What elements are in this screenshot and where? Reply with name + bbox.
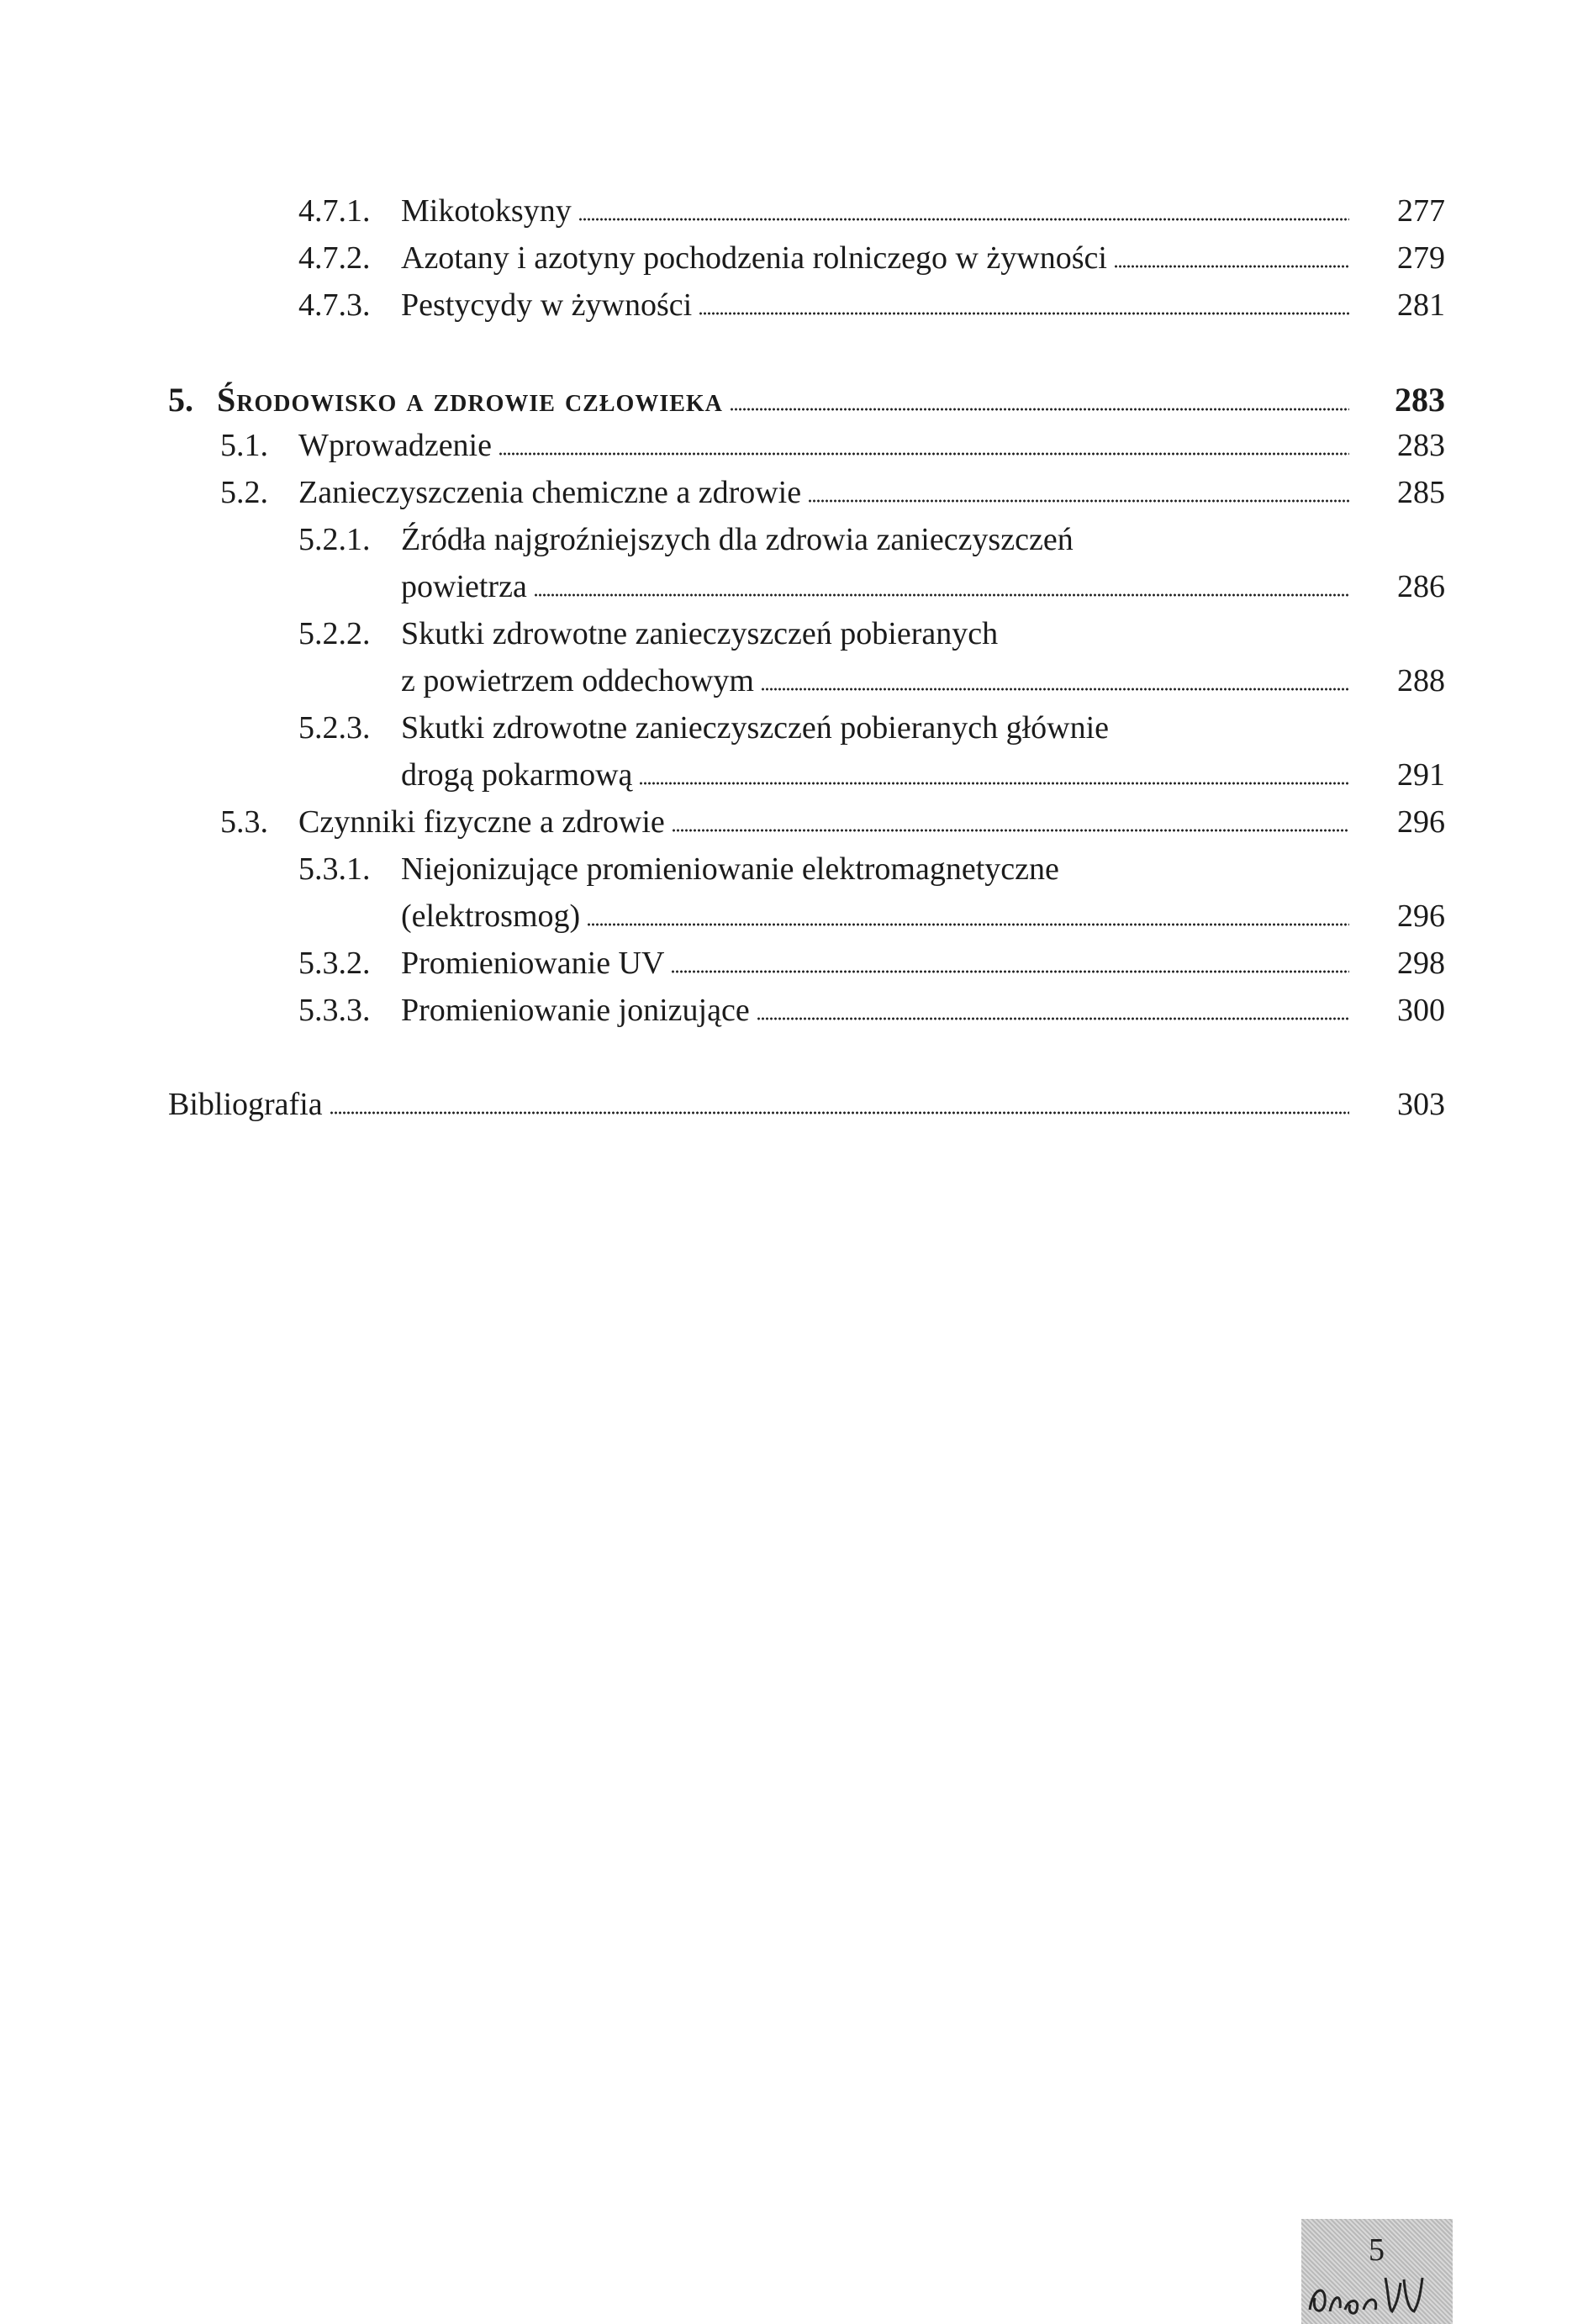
toc-number: 5. [168, 381, 193, 419]
toc-title: Środowisko a zdrowie człowieka [217, 381, 723, 419]
leader-dots [330, 1111, 1349, 1115]
leader-dots [808, 499, 1349, 503]
toc-number: 5.3.3. [298, 993, 371, 1028]
leader-dots [672, 829, 1349, 832]
toc-page: 285 [1397, 475, 1445, 510]
toc-number: 5.3.2. [298, 946, 371, 981]
toc-page: 296 [1397, 804, 1445, 840]
leader-dots [1114, 265, 1349, 268]
toc-title: Promieniowanie UV [401, 946, 665, 981]
toc-title-line1: Skutki zdrowotne zanieczyszczeń pobieranych głównie [401, 710, 1110, 746]
toc-page: 283 [1397, 428, 1445, 463]
page-number: 5 [1369, 2232, 1385, 2268]
toc-title-line1: Niejonizujące promieniowanie elektromagnetyczne [401, 851, 1059, 887]
leader-dots [639, 782, 1349, 785]
leader-dots [671, 970, 1349, 973]
toc-title: Promieniowanie jonizujące [401, 993, 750, 1028]
leader-dots [761, 688, 1349, 691]
toc-page: 283 [1395, 381, 1445, 419]
toc-page: 291 [1397, 757, 1445, 793]
toc-number: 5.2.3. [298, 710, 371, 746]
toc-page: 281 [1397, 287, 1445, 323]
toc-number: 5.2. [220, 475, 268, 510]
toc-title: Azotany i azotyny pochodzenia rolniczego w żywności [401, 240, 1107, 276]
toc-page: 300 [1397, 993, 1445, 1028]
toc-page: 298 [1397, 946, 1445, 981]
toc-number: 4.7.2. [298, 240, 371, 276]
leader-dots [587, 923, 1349, 926]
leader-dots [730, 408, 1349, 411]
toc-title: Bibliografia [168, 1087, 323, 1122]
leader-dots [499, 452, 1349, 456]
toc-number: 5.3.1. [298, 851, 371, 887]
toc-page: 303 [1397, 1087, 1445, 1122]
leader-dots [699, 312, 1349, 315]
toc-number: 4.7.1. [298, 193, 371, 229]
scribble-icon [1305, 2261, 1448, 2320]
toc-title: Pestycydy w żywności [401, 287, 693, 323]
toc-title-line1: Źródła najgroźniejszych dla zdrowia zanieczyszczeń [401, 522, 1074, 557]
toc-page: 279 [1397, 240, 1445, 276]
toc-title-line2: (elektrosmog) [401, 899, 581, 934]
leader-dots [578, 218, 1349, 221]
toc-title-line2: drogą pokarmową [401, 757, 633, 793]
toc-title-line1: Skutki zdrowotne zanieczyszczeń pobieranych [401, 616, 999, 651]
toc-page: 296 [1397, 899, 1445, 934]
toc-number: 5.3. [220, 804, 268, 840]
toc-page: 286 [1397, 569, 1445, 604]
toc-title: Mikotoksyny [401, 193, 572, 229]
leader-dots [757, 1017, 1349, 1020]
leader-dots [534, 593, 1349, 597]
toc-title: Zanieczyszczenia chemiczne a zdrowie [298, 475, 802, 510]
toc-title-line2: z powietrzem oddechowym [401, 663, 754, 698]
toc-title-line2: powietrza [401, 569, 527, 604]
toc-number: 5.2.1. [298, 522, 371, 557]
toc-page: 288 [1397, 663, 1445, 698]
toc-number: 4.7.3. [298, 287, 371, 323]
toc-number: 5.1. [220, 428, 268, 463]
toc-page: 277 [1397, 193, 1445, 229]
toc-number: 5.2.2. [298, 616, 371, 651]
toc-title: Czynniki fizyczne a zdrowie [298, 804, 665, 840]
toc-title: Wprowadzenie [298, 428, 492, 463]
